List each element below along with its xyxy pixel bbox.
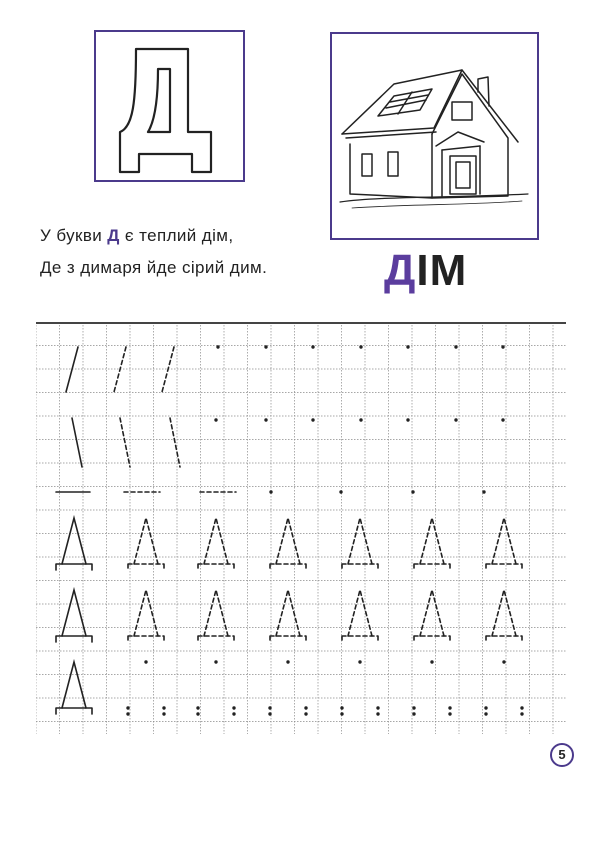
start-dot bbox=[502, 660, 505, 663]
letter-d-trace-base bbox=[486, 564, 522, 570]
base-dot bbox=[448, 706, 451, 709]
base-dot bbox=[520, 712, 523, 715]
start-dot bbox=[269, 490, 272, 493]
letter-d-sample-base bbox=[56, 636, 92, 642]
start-dot bbox=[264, 345, 267, 348]
letter-d-trace-base bbox=[198, 564, 234, 570]
base-dot bbox=[268, 706, 271, 709]
letter-d-trace-base bbox=[414, 636, 450, 642]
word-first-letter: Д bbox=[384, 246, 417, 295]
letter-d-sample bbox=[62, 662, 86, 708]
base-dot bbox=[304, 712, 307, 715]
letter-d-sample-base bbox=[56, 564, 92, 570]
stroke-trace bbox=[170, 418, 180, 467]
base-dot bbox=[376, 712, 379, 715]
base-dot bbox=[232, 706, 235, 709]
letter-d-trace bbox=[204, 590, 228, 636]
letter-d-trace bbox=[134, 590, 158, 636]
tracing-exercises bbox=[56, 345, 524, 715]
stroke-trace bbox=[162, 347, 174, 392]
start-dot bbox=[501, 345, 504, 348]
page-number: 5 bbox=[550, 743, 574, 767]
start-dot bbox=[214, 660, 217, 663]
letter-d-trace-base bbox=[270, 636, 306, 642]
base-dot bbox=[268, 712, 271, 715]
base-dot bbox=[484, 706, 487, 709]
poem-line-1 bbox=[40, 226, 234, 246]
start-dot bbox=[311, 418, 314, 421]
base-dot bbox=[484, 712, 487, 715]
letter-d-trace-base bbox=[342, 636, 378, 642]
letter-d-trace-base bbox=[128, 636, 164, 642]
start-dot bbox=[501, 418, 504, 421]
start-dot bbox=[359, 418, 362, 421]
letter-d-trace-base bbox=[198, 636, 234, 642]
letter-d-sample-base bbox=[56, 708, 92, 714]
letter-d-trace bbox=[492, 590, 516, 636]
outline-letter-icon bbox=[96, 32, 243, 180]
base-dot bbox=[412, 712, 415, 715]
start-dot bbox=[430, 660, 433, 663]
stroke-trace bbox=[120, 418, 130, 467]
start-dot bbox=[286, 660, 289, 663]
base-dot bbox=[340, 712, 343, 715]
letter-d-trace bbox=[348, 590, 372, 636]
base-dot bbox=[196, 706, 199, 709]
letter-card bbox=[94, 30, 245, 182]
letter-d-sample bbox=[62, 590, 86, 636]
base-dot bbox=[448, 712, 451, 715]
start-dot bbox=[482, 490, 485, 493]
start-dot bbox=[454, 418, 457, 421]
start-dot bbox=[454, 345, 457, 348]
poem-line-2: Де з димаря йде сірий дим. bbox=[40, 258, 268, 277]
start-dot bbox=[214, 418, 217, 421]
letter-d-trace-base bbox=[128, 564, 164, 570]
start-dot bbox=[311, 345, 314, 348]
stroke-trace bbox=[114, 347, 126, 392]
base-dot bbox=[162, 712, 165, 715]
stroke-sample bbox=[72, 418, 82, 467]
letter-d-trace-base bbox=[486, 636, 522, 642]
start-dot bbox=[358, 660, 361, 663]
base-dot bbox=[232, 712, 235, 715]
word-dim bbox=[384, 246, 467, 296]
start-dot bbox=[406, 418, 409, 421]
start-dot bbox=[406, 345, 409, 348]
practice-grid-canvas bbox=[36, 322, 566, 734]
house-icon bbox=[332, 34, 537, 238]
base-dot bbox=[412, 706, 415, 709]
start-dot bbox=[264, 418, 267, 421]
letter-d-trace-base bbox=[342, 564, 378, 570]
base-dot bbox=[162, 706, 165, 709]
start-dot bbox=[216, 345, 219, 348]
letter-d-trace bbox=[420, 590, 444, 636]
poem-line-1-end: є теплий дім, bbox=[119, 226, 234, 245]
letter-d-trace-base bbox=[270, 564, 306, 570]
house-picture-card bbox=[330, 32, 539, 240]
start-dot bbox=[339, 490, 342, 493]
base-dot bbox=[304, 706, 307, 709]
letter-d-trace bbox=[276, 590, 300, 636]
poem-line-1-start: У букви bbox=[40, 226, 108, 245]
poem-highlight-letter: Д bbox=[107, 226, 120, 245]
base-dot bbox=[340, 706, 343, 709]
start-dot bbox=[411, 490, 414, 493]
base-dot bbox=[520, 706, 523, 709]
stroke-sample bbox=[66, 347, 78, 392]
letter-d-trace-base bbox=[414, 564, 450, 570]
start-dot bbox=[144, 660, 147, 663]
start-dot bbox=[359, 345, 362, 348]
base-dot bbox=[126, 712, 129, 715]
word-rest: ІМ bbox=[416, 246, 468, 295]
base-dot bbox=[196, 712, 199, 715]
writing-practice-grid bbox=[36, 322, 566, 734]
base-dot bbox=[376, 706, 379, 709]
base-dot bbox=[126, 706, 129, 709]
